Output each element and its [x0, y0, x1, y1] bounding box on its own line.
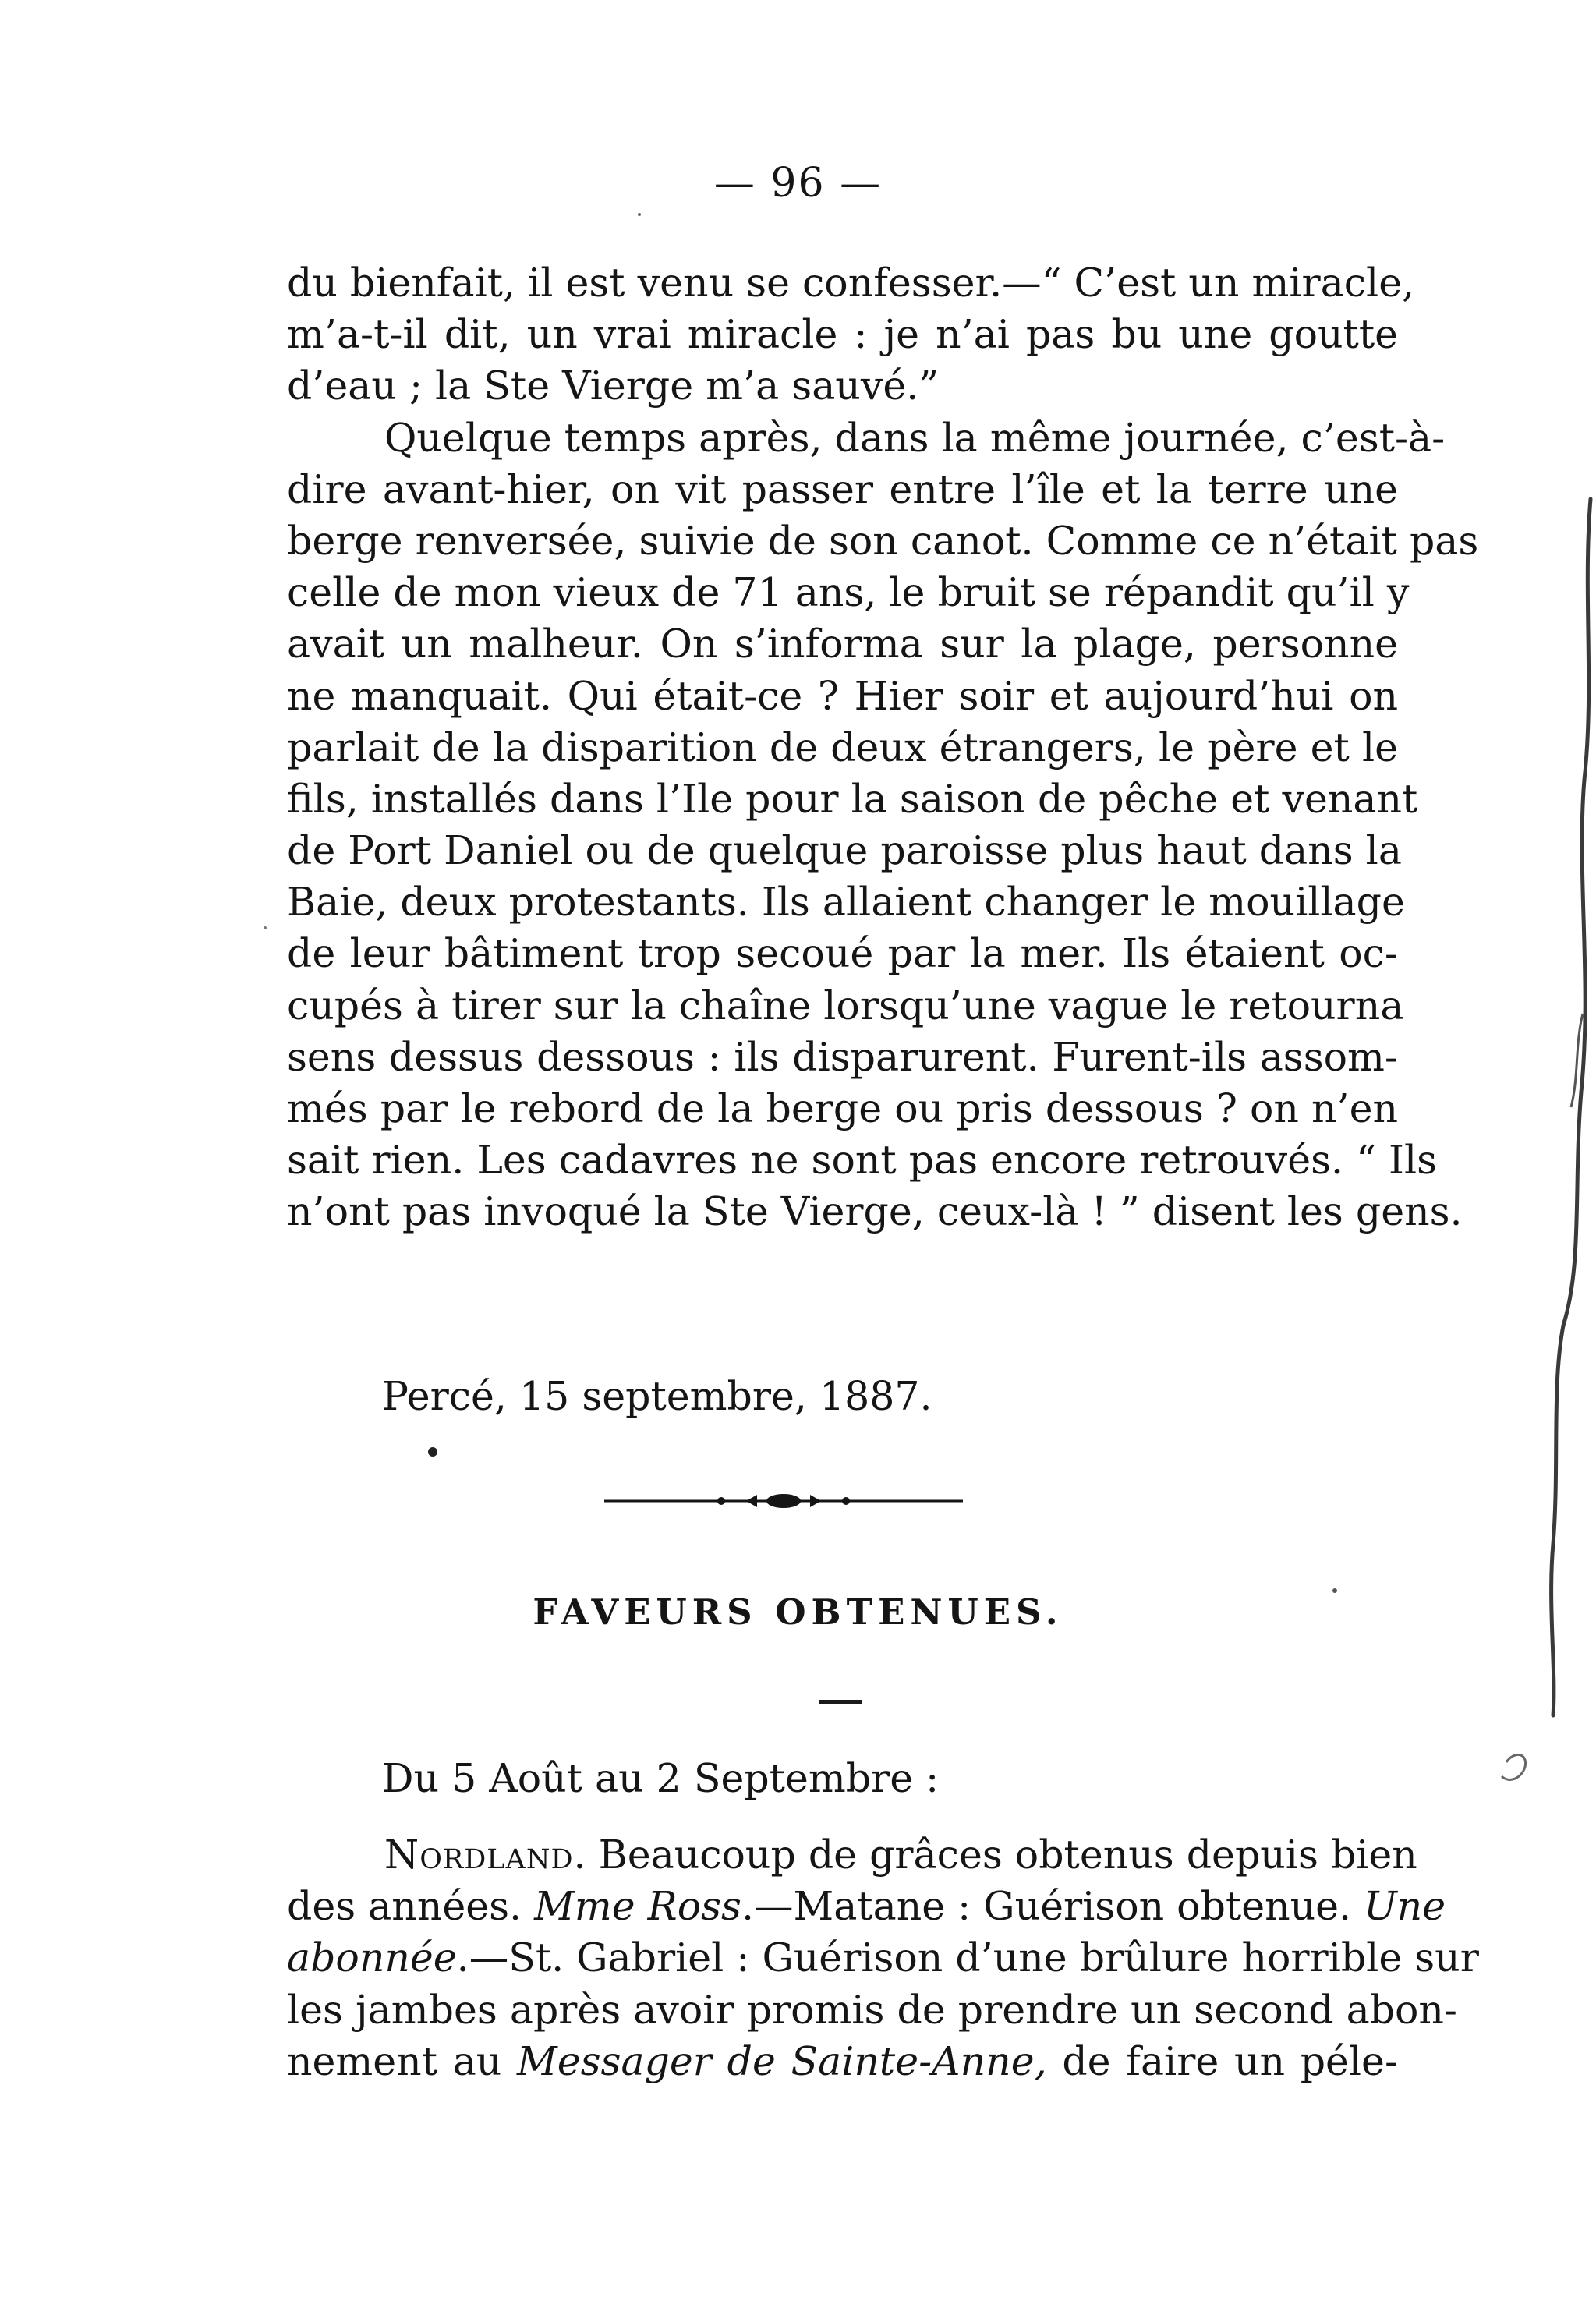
- text-line: Quelque temps après, dans la même journée, c’est-à-: [384, 414, 1446, 461]
- text-line: fils, installés dans l’Ile pour la saison de pêche et venant: [287, 775, 1418, 822]
- text-line: ne manquait. Qui était-ce ? Hier soir et aujourd’hui on: [287, 672, 1398, 719]
- text-line: abonnée.—St. Gabriel : Guérison d’une brûlure horrible sur: [287, 1935, 1479, 1981]
- text-line: dire avant-hier, on vit passer entre l’île et la terre une: [287, 465, 1398, 512]
- text-line: parlait de la disparition de deux étrangers, le père et le: [287, 724, 1398, 770]
- text-line: de Port Daniel ou de quelque paroisse plus haut dans la: [287, 827, 1402, 874]
- text-line: nement au Messager de Sainte-Anne, de faire un péle-: [287, 2037, 1399, 2084]
- text-line: berge renversée, suivie de son canot. Comme ce n’était pas: [287, 517, 1479, 564]
- text-line: d’eau ; la Ste Vierge m’a sauvé.”: [287, 363, 940, 409]
- text-line: celle de mon vieux de 71 ans, le bruit se répandit qu’il y: [287, 569, 1410, 616]
- text-line: avait un malheur. On s’informa sur la plage, personne: [287, 621, 1398, 667]
- text-line: des années. Mme Ross.—Matane : Guérison obtenue. Une: [287, 1883, 1446, 1930]
- date-range-subheading: Du 5 Août au 2 Septembre :: [382, 1755, 940, 1801]
- dateline: Percé, 15 septembre, 1887.: [382, 1373, 932, 1419]
- text-line: Nordland. Beaucoup de grâces obtenus depuis bien: [384, 1832, 1417, 1878]
- text-line: les jambes après avoir promis de prendre un second abon-: [287, 1986, 1457, 2033]
- text-line: n’ont pas invoqué la Ste Vierge, ceux-là ! ” disent les gens.: [287, 1188, 1463, 1235]
- text-line: du bienfait, il est venu se confesser.—“ C’est un miracle,: [287, 260, 1415, 306]
- text-line: cupés à tirer sur la chaîne lorsqu’une vague le retourna: [287, 982, 1404, 1028]
- narrative-text: [287, 257, 1479, 1238]
- text-line: més par le rebord de la berge ou pris dessous ? on n’en: [287, 1085, 1398, 1131]
- text-line: sens dessus dessous : ils disparurent. Furent-ils assom-: [287, 1033, 1398, 1080]
- publication-title: Messager de Sainte-Anne,: [517, 2037, 1047, 2084]
- text-line: de leur bâtiment trop secoué par la mer. Ils étaient oc-: [287, 930, 1398, 977]
- heading-divider: [819, 1700, 862, 1704]
- ornamental-rule: [604, 1485, 963, 1517]
- section-heading: FAVEURS OBTENUES.: [533, 1591, 1063, 1633]
- text-line: sait rien. Les cadavres ne sont pas encore retrouvés. “ Ils: [287, 1137, 1438, 1184]
- text-line: Baie, deux protestants. Ils allaient changer le mouillage: [287, 879, 1405, 926]
- faveurs-text: [287, 1829, 1479, 2087]
- text-line: m’a-t-il dit, un vrai miracle : je n’ai pas bu une goutte: [287, 311, 1398, 358]
- place-name: Nordland: [384, 1832, 574, 1878]
- person-name: Mme Ross: [534, 1883, 741, 1930]
- page-number: — 96 —: [713, 160, 883, 207]
